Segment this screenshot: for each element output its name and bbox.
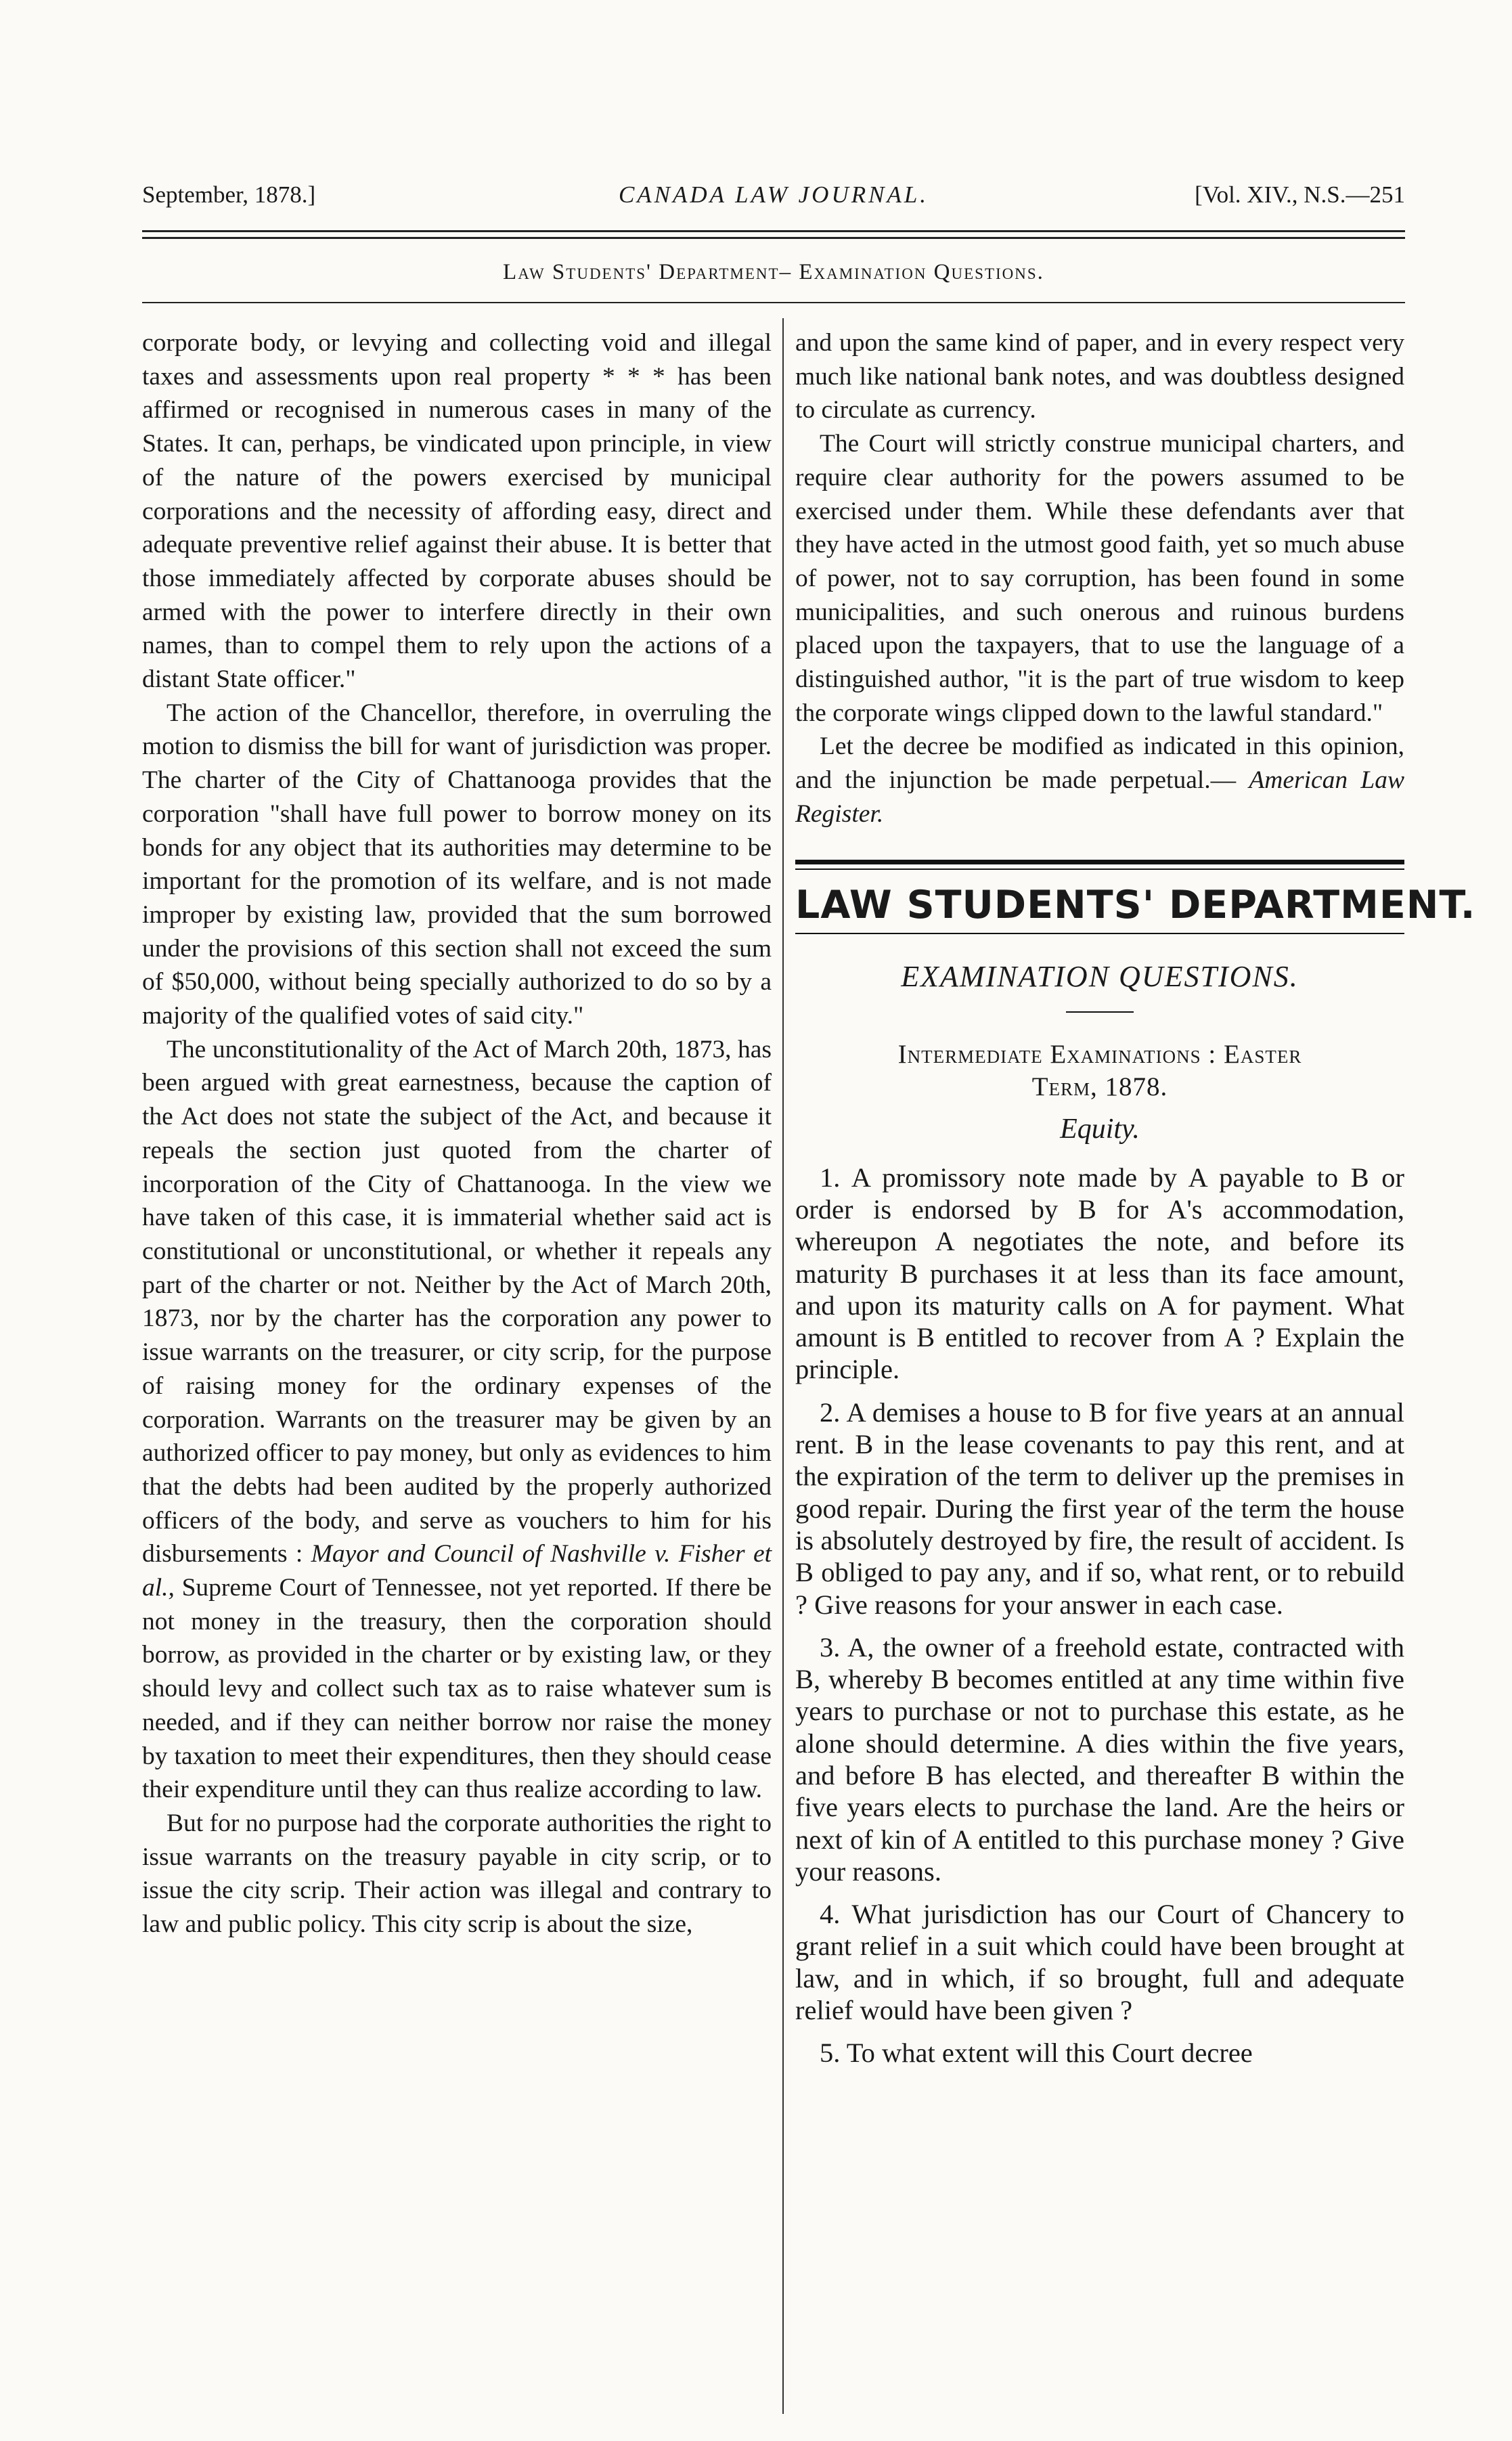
question-list	[795, 1162, 1404, 2069]
department-rule-thick	[795, 860, 1404, 864]
paragraph-text: Let the decree be modified as indicated in this opinion, and the injunction be made perpetual.—	[795, 732, 1404, 795]
paragraph-text: The unconstitutionality of the Act of March 20th, 1873, has been argued with great earnestness, because the caption of the Act does not state the subject of the Act, and because it repeals the section just quoted from the charter of incorporation of the City of Chattanooga. In the view we have taken of this case, it is immaterial whether said act is constitutional or unconstitutional, or whether it repeals any part of the charter or not. Neither by the Act of March 20th, 1873, nor by the charter has the corporation any power to issue warrants on the treasurer, or city scrip, for the purpose of raising money for the ordinary expenses of the corporation. Warrants on the treasurer may be given by an authorized officer to pay money, but only as evidences to him that the debts had been audited by the properly authorized officers of the body, and serve as vouchers to him for his disbursements :	[142, 1035, 772, 1568]
question-item: 3. A, the owner of a freehold estate, contracted with B, whereby B becomes entitled at any time within five years to purchase or not to purchase this estate, as he alone should determine. A dies within the five years, and before B has elected, and thereafter B within the five years elects to purchase the land. Are the heirs or next of kin of A entitled to this purchase money ? Give your reasons.	[795, 1631, 1404, 1887]
short-divider	[1066, 1011, 1134, 1013]
volume-page: [Vol. XIV., N.S.—251	[1195, 181, 1405, 208]
issue-date: September, 1878.]	[142, 181, 316, 208]
department-rule-thin	[795, 868, 1404, 870]
journal-title: CANADA LAW JOURNAL.	[618, 181, 929, 208]
paragraph: and upon the same kind of paper, and in every respect very much like national bank notes, and was doubtless designed to circulate as currency.	[795, 329, 1404, 424]
paragraph	[142, 1033, 772, 1807]
source-citation: American Law Register.	[795, 766, 1405, 828]
subheader-rule	[142, 302, 1405, 303]
paragraph: The Court will strictly construe municipal charters, and require clear authority for the powers assumed to be exercised under them. While these defendants aver that they have acted in the utmost good faith, yet so much abuse of power, not to say corruption, has been found in some municipalities, and such onerous and ruinous burdens placed upon the taxpayers, that to use the language of a distinguished author, "it is the part of true wisdom to keep the corporate wings clipped down to the lawful standard."	[795, 430, 1404, 727]
term-title	[795, 1038, 1404, 1103]
paragraph-text: Supreme Court of Tennessee, not yet reported. If there be not money in the treasury, then the corporation should borrow, as provided in the charter or by existing law, or they should levy and collect such tax as to raise whatever sum is needed, and if they can neither borrow nor raise the money by taxation to meet their expenditures, then they should cease their expenditure until they can thus realize according to law.	[142, 1574, 772, 1804]
left-column	[142, 326, 772, 1941]
department-title: LAW STUDENTS' DEPARTMENT.	[795, 882, 1476, 927]
question-item: 5. To what extent will this Court decree	[820, 2038, 1253, 2069]
paragraph: But for no purpose had the corporate authorities the right to issue warrants on the treasury payable in city scrip, or to issue the city scrip. Their action was illegal and contrary to law and public policy. This city scrip is about the size,	[142, 1809, 772, 1939]
exam-title: EXAMINATION QUESTIONS.	[901, 960, 1299, 994]
header-rule-top	[142, 230, 1405, 232]
column-divider	[782, 318, 784, 2414]
paragraph: The action of the Chancellor, therefore, in overruling the motion to dismiss the bill for want of jurisdiction was proper. The charter of the City of Chattanooga provides that the corporation "shall have full power to borrow money on its bonds for any object that its authorities may determine to be important for the promotion of its welfare, and is not made improper by existing law, provided that the sum borrowed under the provisions of this section shall not exceed the sum of $50,000, without being specially authorized to do so by a majority of the qualified votes of said city."	[142, 699, 772, 1030]
right-column	[795, 326, 1476, 2080]
paragraph: corporate body, or levying and collecting void and illegal taxes and assessments upon real property * * * has been affirmed or recognised in numerous cases in many of the States. It can, perhaps, be vindicated upon principle, in view of the nature of the powers exercised by municipal corporations and the necessity of affording easy, direct and adequate preventive relief against their abuse. It is better that those immediately affected by corporate abuses should be armed with the power to interfere directly in their own names, than to compel them to rely upon the actions of a distant State officer."	[142, 329, 772, 694]
subject-title: Equity.	[1060, 1113, 1140, 1145]
running-header	[142, 181, 1405, 222]
department-rule-below	[795, 933, 1404, 934]
question-item: 4. What jurisdiction has our Court of Chancery to grant relief in a suit which could have been brought at law, and in which, if so brought, full and adequate relief would have been given ?	[795, 1899, 1404, 2026]
header-rule-bottom	[142, 237, 1405, 239]
section-subheader: Law Students' Department– Examination Questions.	[503, 260, 1044, 284]
question-item: 2. A demises a house to B for five years at an annual rent. B in the lease covenants to pay this rent, and at the expiration of the term to deliver up the premises in good repair. During the first year of the term the house is absolutely destroyed by fire, the result of accident. Is B obliged to pay any, and if so, what rent, or to rebuild ? Give reasons for your answer in each case.	[795, 1397, 1404, 1620]
case-citation: Mayor and Council of Nashville v. Fisher et al.,	[142, 1540, 772, 1602]
term-title-line: Intermediate Examinations : Easter	[897, 1039, 1302, 1069]
question-item: 1. A promissory note made by A payable to B or order is endorsed by B for A's accommodation, whereupon A negotiates the note, and before its maturity B purchases it at less than its face amount, and upon its maturity calls on A for payment. What amount is B entitled to recover from A ? Explain the principle.	[795, 1162, 1404, 1385]
paragraph	[795, 730, 1404, 831]
term-title-line: Term, 1878.	[1031, 1072, 1168, 1101]
